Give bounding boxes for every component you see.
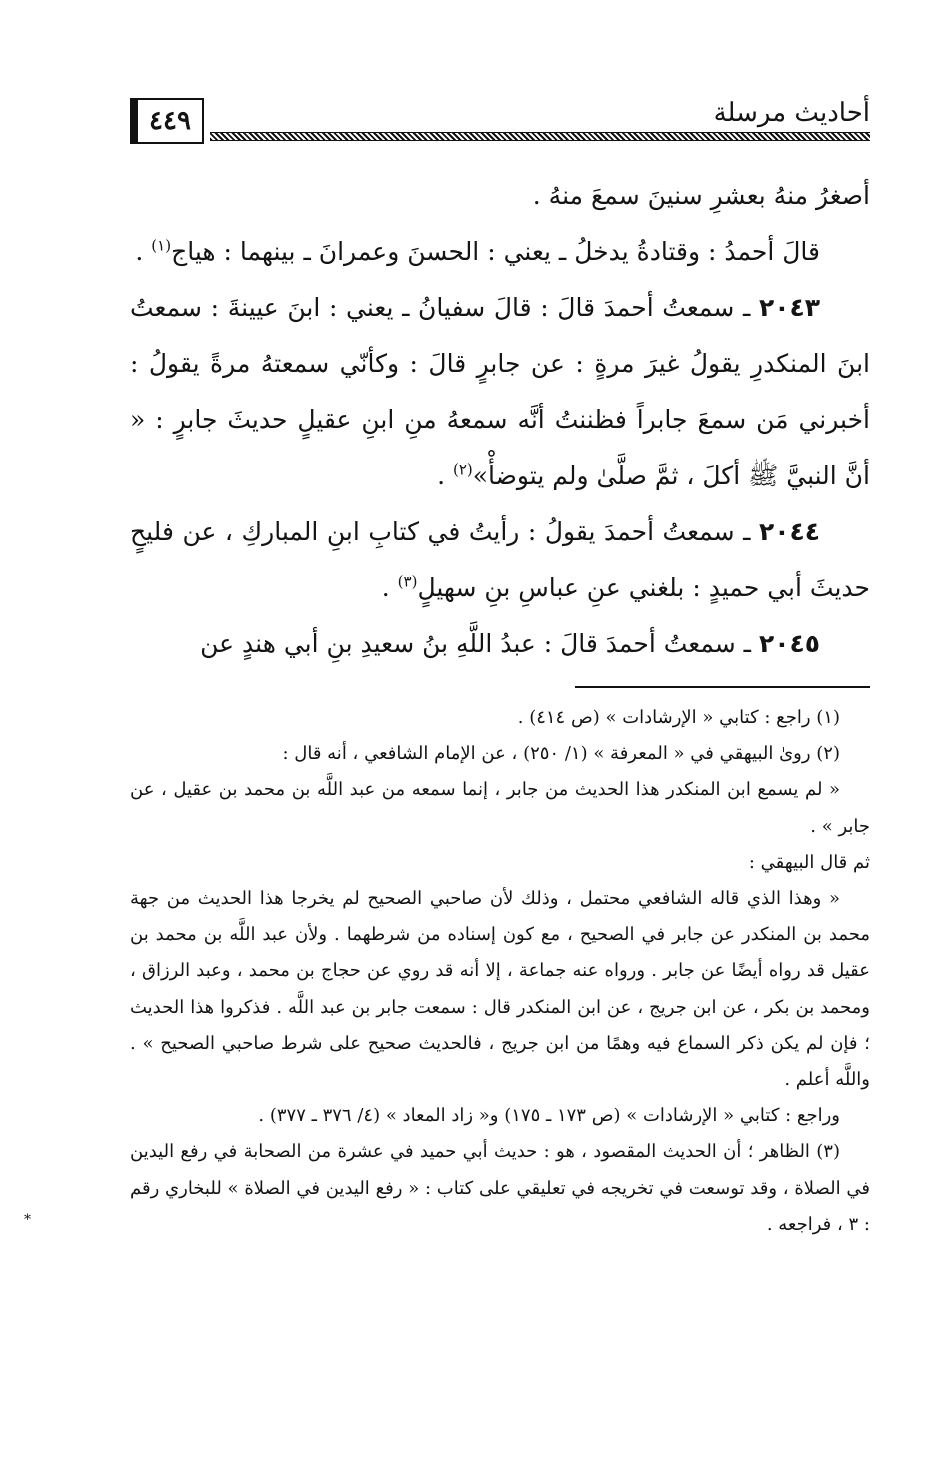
hadith-2043: [130, 280, 870, 504]
footnote-2-then: ثم قال البيهقي :: [748, 851, 870, 873]
paragraph-end: .: [135, 237, 152, 266]
header-rule: [210, 132, 870, 141]
footnote-separator: [575, 686, 870, 688]
paragraph-continuation: [130, 168, 870, 224]
hadith-text: ـ سمعتُ أحمدَ قالَ : عبدُ اللَّهِ بنُ سعيدِ بنِ أبي هندٍ عن: [200, 629, 759, 658]
paragraph-text: قالَ أحمدُ : وقتادةُ يدخلُ ـ يعني : الحسنَ وعمرانَ ـ بينهما : هياج: [171, 237, 820, 266]
running-title: أحاديث مرسلة: [706, 98, 870, 128]
footnote-ref-1[interactable]: (١): [151, 236, 172, 255]
hadith-2045: [130, 616, 870, 672]
hadith-number: ٢٠٤٤: [758, 517, 820, 546]
margin-mark: *: [24, 1212, 31, 1228]
footnotes: [130, 700, 870, 1243]
hadith-number: ٢٠٤٣: [758, 293, 820, 322]
page-header: [130, 92, 870, 152]
hadith-2044: [130, 504, 870, 616]
footnote-2: (٢) روىٰ البيهقي في « المعرفة » (١/ ٢٥٠) ، عن الإمام الشافعي ، أنه قال :: [282, 743, 840, 765]
paragraph-end: .: [381, 573, 398, 602]
footnote-1: (١) راجع : كتابي « الإرشادات » (ص ٤١٤) .: [517, 707, 840, 728]
footnote-ref-3[interactable]: (٣): [397, 572, 418, 591]
paragraph-ahmad-qatada: [130, 224, 870, 280]
hadith-text: ـ سمعتُ أحمدَ يقولُ : رأيتُ في كتابِ ابنِ المباركِ ، عن فليحٍ حديثَ أبي حميدٍ : بلغني عنِ عباسِ بنِ سهيلٍ: [130, 517, 870, 602]
hadith-text: ـ سمعتُ أحمدَ قالَ : قالَ سفيانُ ـ يعني : ابنَ عيينةَ : سمعتُ ابنَ المنكدرِ يقولُ غيرَ مرةٍ : عن جابرٍ قالَ : وكأنّي سمعتهُ مرةً يقولُ : أخبرني مَن سمعَ جابراً فظننتُ أنَّه سمعهُ منِ ابنِ عقيلٍ حديثَ جابرٍ : « أنَّ النبيَّ ﷺ أكلَ ، ثمَّ صلَّىٰ ولم يتوضأْ»: [130, 293, 870, 490]
footnote-2-ref: وراجع : كتابي « الإرشادات » (ص ١٧٣ ـ ١٧٥) و« زاد المعاد » (٤/ ٣٧٦ ـ ٣٧٧) .: [258, 1105, 840, 1127]
page-number: ٤٤٩: [130, 98, 204, 144]
main-text: [130, 168, 870, 672]
hadith-number: ٢٠٤٥: [758, 629, 820, 658]
footnote-2-quote: « لم يسمع ابن المنكدر هذا الحديث من جابر ، إنما سمعه من عبد اللَّه بن محمد بن عقيل ، عن جابر » .: [130, 779, 870, 837]
paragraph-end: .: [437, 461, 453, 490]
footnote-2-quote2: « وهذا الذي قاله الشافعي محتمل ، وذلك لأن صاحبي الصحيح لم يخرجا هذا الحديث من جهة محمد بن المنكدر عن جابر في الصحيح ، مع كون إسناده من شرطهما . ولأن عبد اللَّه بن محمد بن عقيل قد رواه أيضًا عن جابر . ورواه عنه جماعة ، إلا أنه قد روي عن حجاج بن محمد ، وعبد الرزاق ، ومحمد بن بكر ، عن ابن جريج ، عن ابن المنكدر قال : سمعت جابر بن عبد اللَّه . فذكروا هذا الحديث ؛ فإن لم يكن ذكر السماع فيه وهمًا من ابن جريج ، فالحديث صحيح على شرط صاحبي الصحيح » . واللَّه أعلم .: [130, 888, 870, 1091]
footnote-3: (٣) الظاهر ؛ أن الحديث المقصود ، هو : حديث أبي حميد في عشرة من الصحابة في رفع اليدين في الصلاة ، وقد توسعت في تخريجه في تعليقي على كتاب : « رفع اليدين في الصلاة » للبخاري رقم : ٣ ، فراجعه .: [130, 1141, 870, 1235]
footnote-ref-2[interactable]: (٢): [452, 460, 473, 479]
paragraph-text: أصغرُ منهُ بعشرِ سنينَ سمعَ منهُ .: [532, 181, 870, 210]
